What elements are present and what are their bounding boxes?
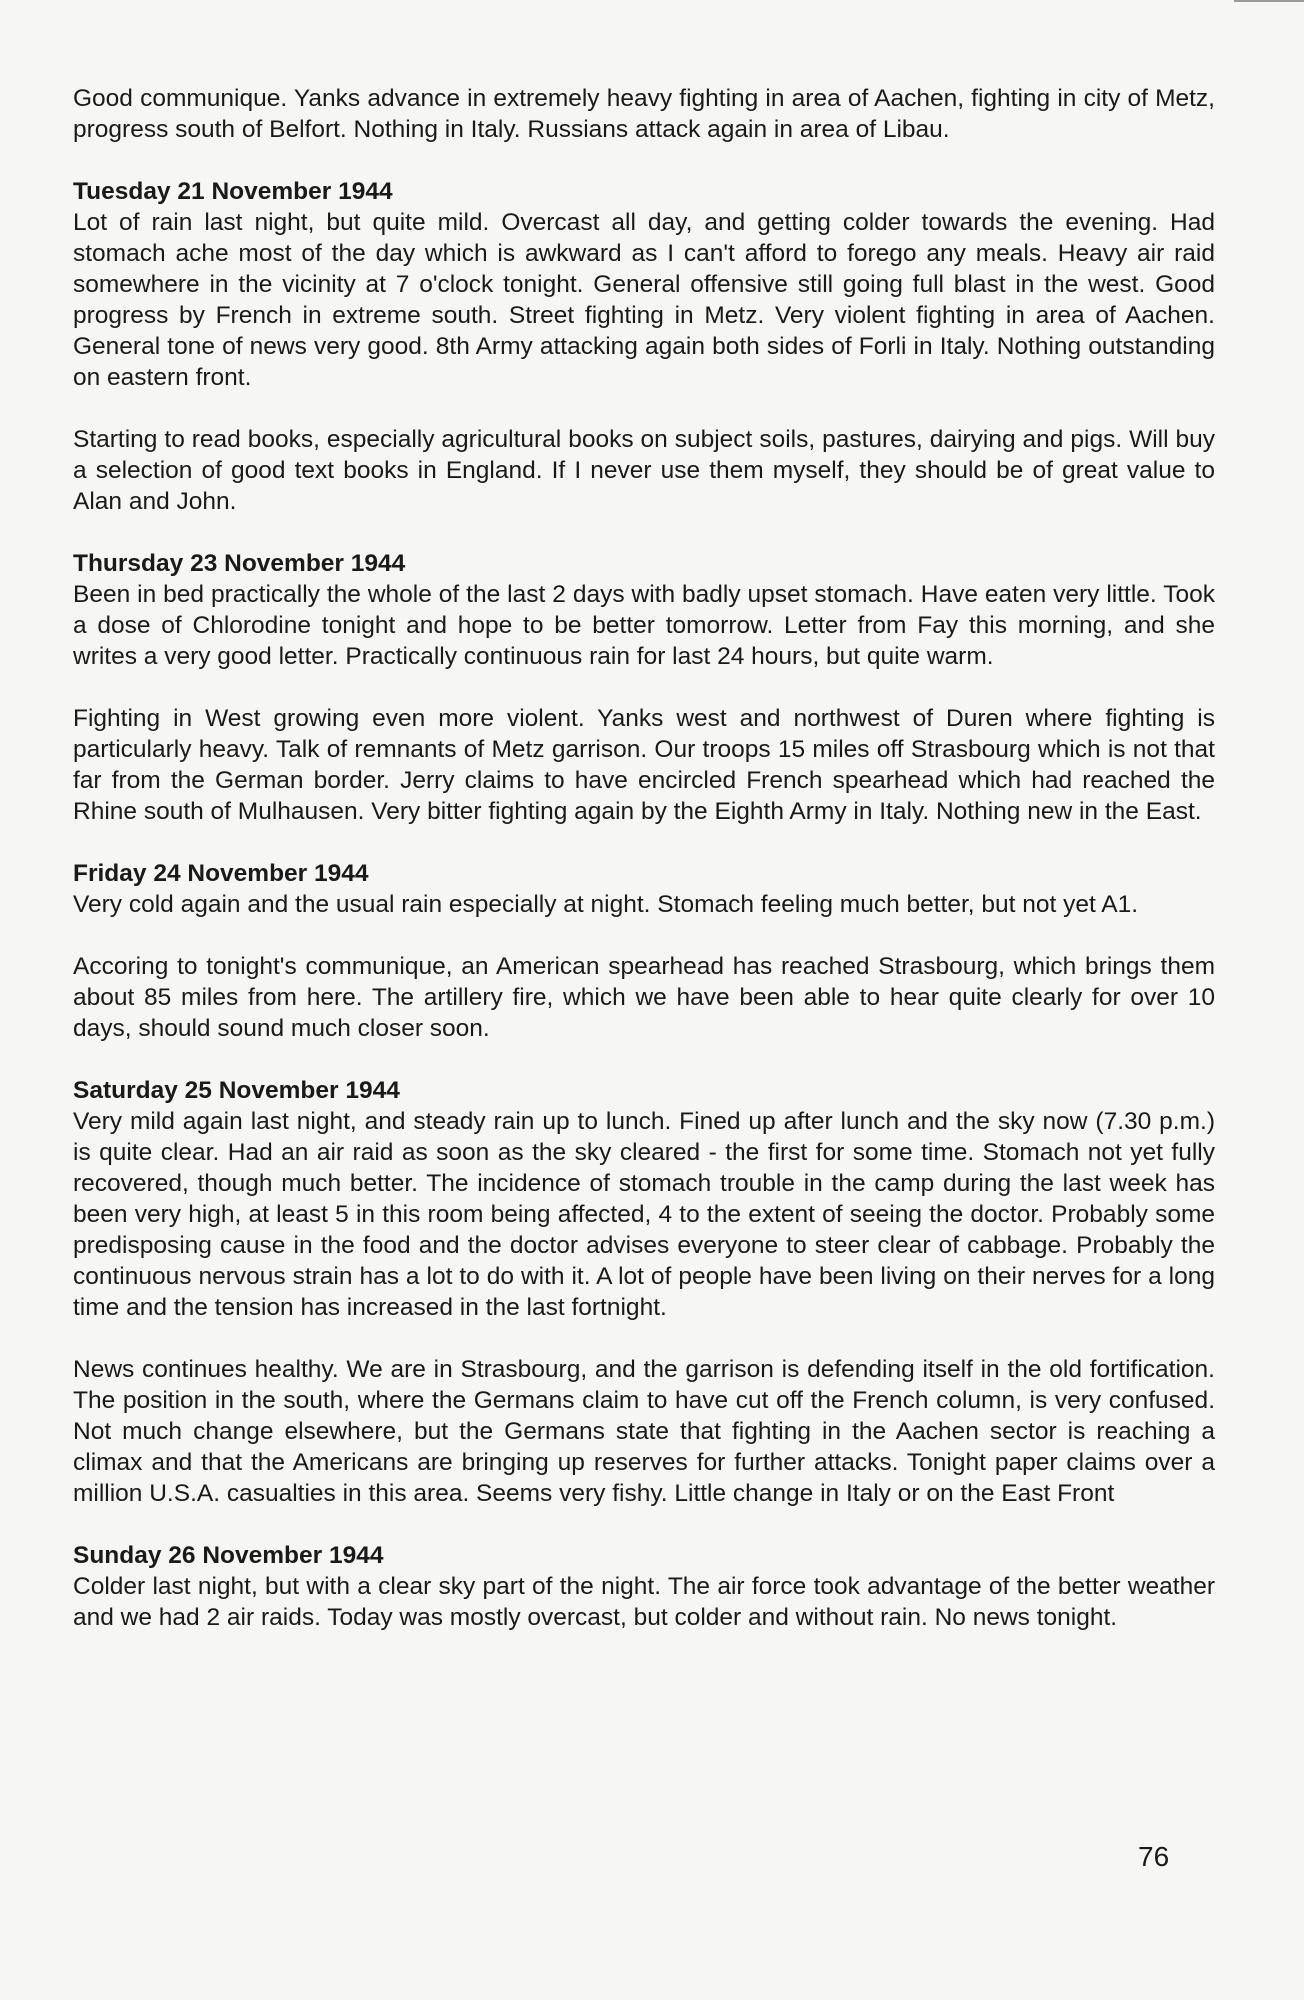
entry-date-heading: Friday 24 November 1944 — [73, 860, 369, 887]
diary-entry-sunday-26-november — [73, 1540, 1215, 1633]
diary-entry-saturday-25-november — [73, 1075, 1215, 1509]
entry-paragraph: Very cold again and the usual rain especially at night. Stomach feeling much better, but not yet A1. — [73, 891, 1139, 918]
entry-paragraph: Colder last night, but with a clear sky part of the night. The air force took advantage of the better weather and we had 2 air raids. Today was mostly overcast, but colder and without rain. No news tonight. — [73, 1573, 1215, 1631]
entry-paragraph: Very mild again last night, and steady rain up to lunch. Fined up after lunch and the sky now (7.30 p.m.) is quite clear. Had an air raid as soon as the sky cleared - the first for some time. Stomach not yet fully recovered, though much better. The incidence of stomach trouble in the camp during the last week has been very high, at least 5 in this room being affected, 4 to the extent of seeing the doctor. Probably some predisposing cause in the food and the doctor advises everyone to steer clear of cabbage. Probably the continuous nervous strain has a lot to do with it. A lot of people have been living on their nerves for a long time and the tension has increased in the last fortnight. — [73, 1108, 1215, 1321]
scan-edge-rule — [1234, 0, 1304, 2]
intro-paragraph: Good communique. Yanks advance in extremely heavy fighting in area of Aachen, fighting in city of Metz, progress south of Belfort. Nothing in Italy. Russians attack again in area of Libau. — [73, 85, 1215, 143]
entry-date-heading: Tuesday 21 November 1944 — [73, 178, 393, 205]
entry-paragraph: Lot of rain last night, but quite mild. Overcast all day, and getting colder towards the evening. Had stomach ache most of the day which is awkward as I can't afford to forego any meals. Heavy air raid somewhere in the vicinity at 7 o'clock tonight. General offensive still going full blast in the west. Good progress by French in extreme south. Street fighting in Metz. Very violent fighting in area of Aachen. General tone of news very good. 8th Army attacking again both sides of Forli in Italy. Nothing outstanding on eastern front. — [73, 209, 1215, 391]
entry-paragraph: Been in bed practically the whole of the last 2 days with badly upset stomach. Have eaten very little. Took a dose of Chlorodine tonight and hope to be better tomorrow. Letter from Fay this morning, and she writes a very good letter. Practically continuous rain for last 24 hours, but quite warm. — [73, 581, 1215, 670]
diary-page — [73, 83, 1215, 1664]
entry-date-heading: Sunday 26 November 1944 — [73, 1542, 384, 1569]
entry-paragraph: News continues healthy. We are in Strasbourg, and the garrison is defending itself in the old fortification. The position in the south, where the Germans claim to have cut off the French column, is very confused. Not much change elsewhere, but the Germans state that fighting in the Aachen sector is reaching a climax and that the Americans are bringing up reserves for further attacks. Tonight paper claims over a million U.S.A. casualties in this area. Seems very fishy. Little change in Italy or on the East Front — [73, 1356, 1215, 1507]
entry-paragraph: Accoring to tonight's communique, an American spearhead has reached Strasbourg, which brings them about 85 miles from here. The artillery fire, which we have been able to hear quite clearly for over 10 days, should sound much closer soon. — [73, 953, 1215, 1042]
entry-date-heading: Thursday 23 November 1944 — [73, 550, 406, 577]
diary-entry-tuesday-21-november — [73, 176, 1215, 517]
entry-paragraph: Fighting in West growing even more violent. Yanks west and northwest of Duren where fighting is particularly heavy. Talk of remnants of Metz garrison. Our troops 15 miles off Strasbourg which is not that far from the German border. Jerry claims to have encircled French spearhead which had reached the Rhine south of Mulhausen. Very bitter fighting again by the Eighth Army in Italy. Nothing new in the East. — [73, 705, 1215, 825]
diary-entry-friday-24-november — [73, 858, 1215, 1044]
entry-date-heading: Saturday 25 November 1944 — [73, 1077, 400, 1104]
page-number: 76 — [1138, 1841, 1170, 1872]
diary-entry-thursday-23-november — [73, 548, 1215, 827]
entry-paragraph: Starting to read books, especially agricultural books on subject soils, pastures, dairying and pigs. Will buy a selection of good text books in England. If I never use them myself, they should be of great value to Alan and John. — [73, 426, 1215, 515]
